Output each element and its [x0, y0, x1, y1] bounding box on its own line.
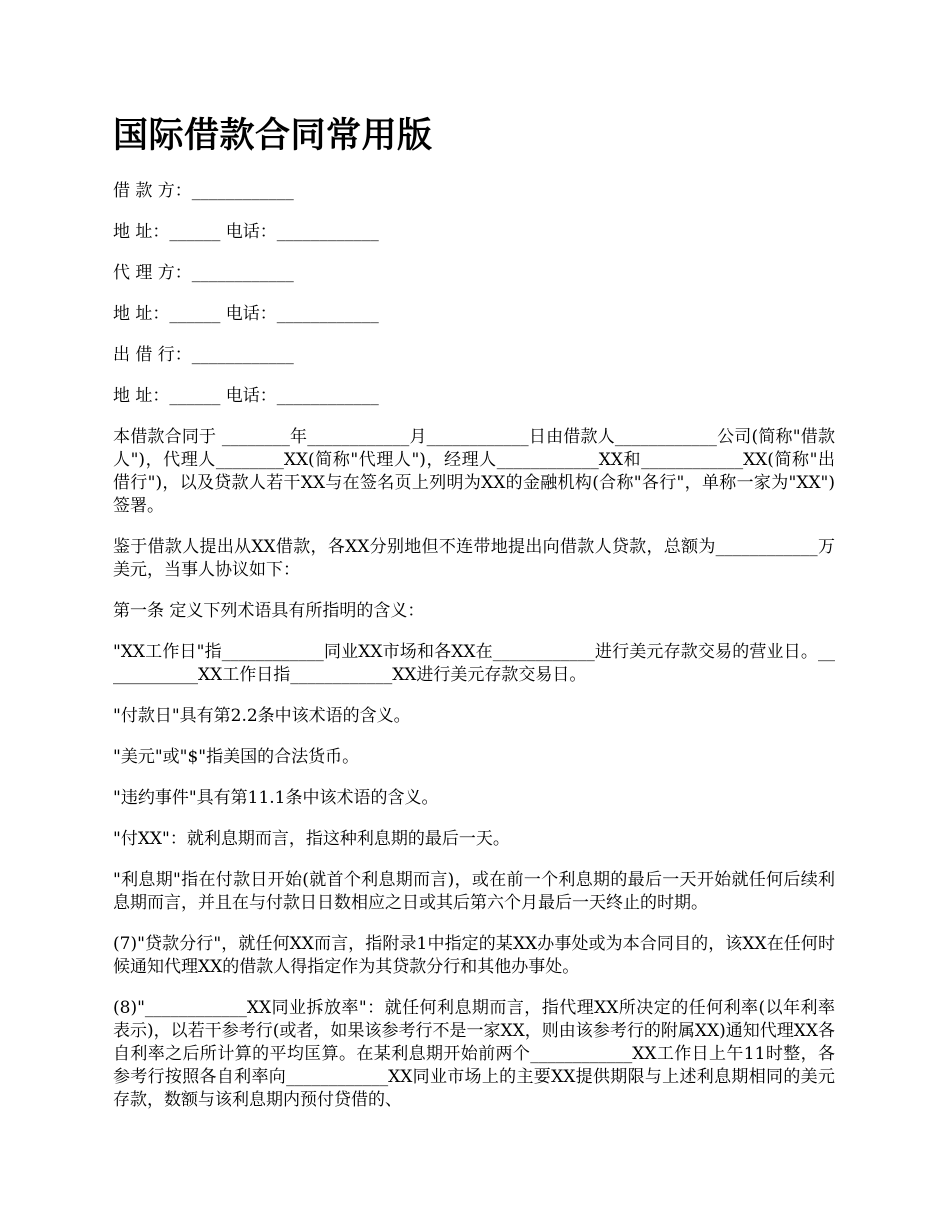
paragraph-interest-period: "利息期"指在付款日开始(就首个利息期而言)，或在前一个利息期的最后一天开始就任何后续利息期而言，并且在与付款日日数相应之日或其后第六个月最后一天终止的时期。: [113, 870, 835, 913]
paragraph-business-day: "XX工作日"指____________同业XX市场和各XX在____________进行美元存款交易的营业日。____________XX工作日指____________XX进行美元存款交易日。: [113, 642, 835, 685]
borrower-line: 借 款 方：____________: [113, 181, 294, 201]
paragraph-event-of-default: "违约事件"具有第11.1条中该术语的含义。: [113, 788, 439, 808]
document-page: [113, 112, 835, 1130]
agent-address-line: 地 址：______ 电话：____________: [113, 304, 379, 324]
lender-address-line: 地 址：______ 电话：____________: [113, 386, 379, 406]
paragraph-payment-date: "付款日"具有第2.2条中该术语的含义。: [113, 706, 411, 726]
paragraph-interbank-rate: (8)"____________XX同业拆放率"：就任何利息期而言，指代理XX所决定的任何利率(以年利率表示)，以若干参考行(或者，如果该参考行不是一家XX，则由该参考行的附属XX)通知代理XX各自利率之后所计算的平均匡算。在某利息期开始前两个____________XX工作日上午11时整，各参考行按照各自利率向____________XX同业市场上的主要XX提供期限与上述利息期相同的美元存款，数额与该利息期内预付贷借的、: [113, 998, 835, 1110]
paragraph-whereas: 鉴于借款人提出从XX借款，各XX分别地但不连带地提出向借款人贷款，总额为____________万美元，当事人协议如下：: [113, 537, 835, 580]
paragraph-dollar: "美元"或"$"指美国的合法货币。: [113, 747, 360, 767]
paragraph-article-1: 第一条 定义下列术语具有所指明的含义：: [113, 601, 425, 621]
paragraph-payment-xx: "付XX"：就利息期而言，指这种利息期的最后一天。: [113, 829, 510, 849]
paragraph-lending-office: (7)"贷款分行"，就任何XX而言，指附录1中指定的某XX办事处或为本合同目的，该XX在任何时候通知代理XX的借款人得指定作为其贷款分行和其他办事处。: [113, 934, 835, 977]
agent-line: 代 理 方：____________: [113, 263, 294, 283]
borrower-address-line: 地 址：______ 电话：____________: [113, 222, 379, 242]
lender-line: 出 借 行：____________: [113, 345, 294, 365]
document-title: 国际借款合同常用版: [113, 116, 433, 156]
paragraph-preamble: 本借款合同于 ________年____________月____________日由借款人____________公司(简称"借款人")，代理人________XX(简称"代理人")，经理人____________XX和____________XX(简称"出借行")，以及贷款人若干XX与在签名页上列明为XX的金融机构(合称"各行"，单称一家为"XX")签署。: [113, 427, 835, 516]
